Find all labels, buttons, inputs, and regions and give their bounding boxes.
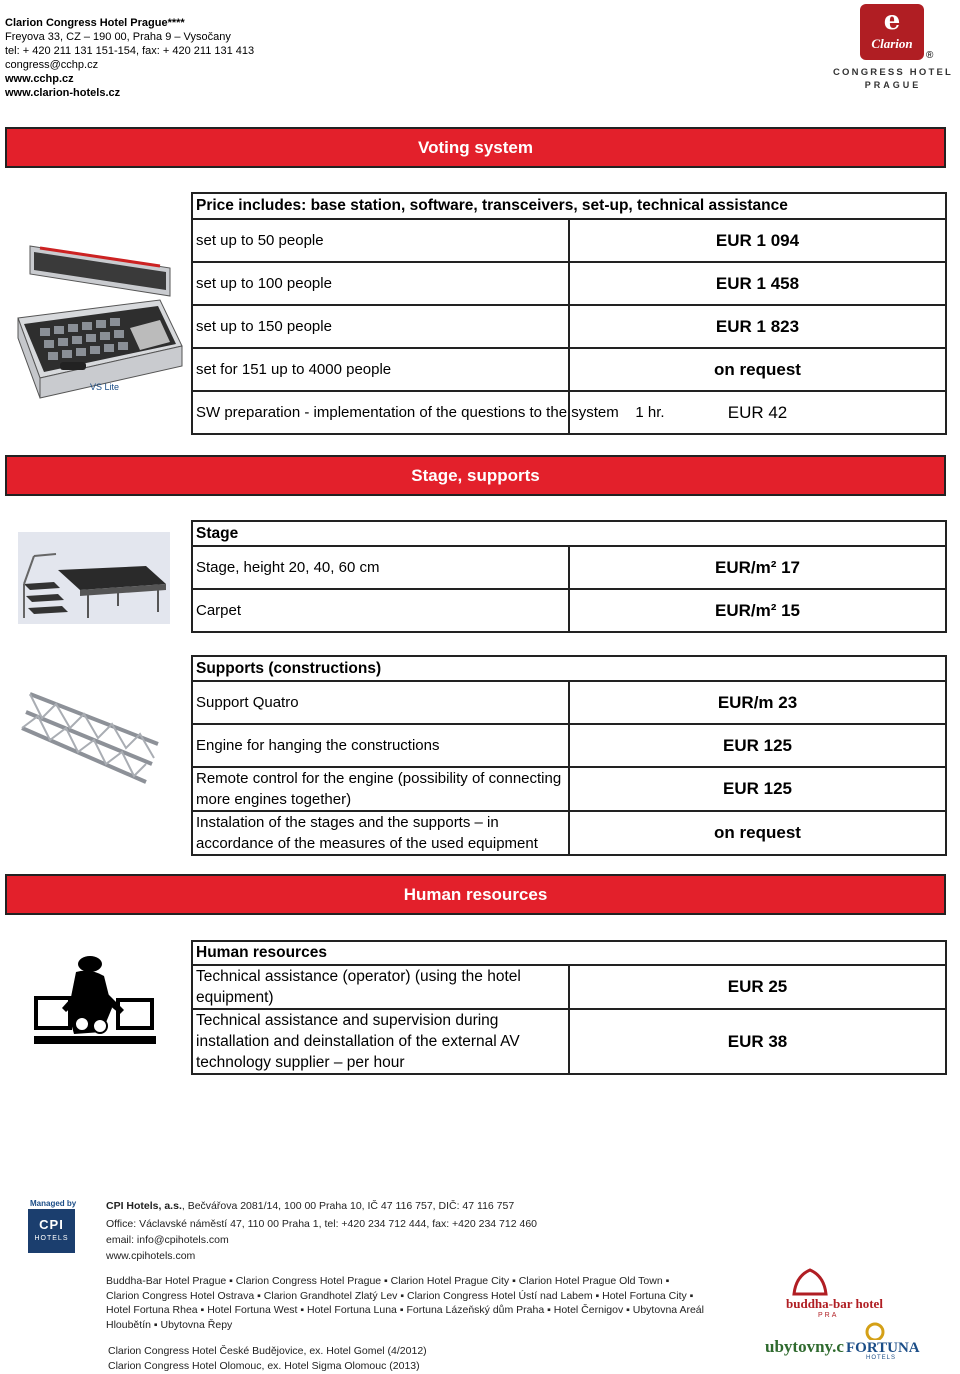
table-row-label: set for 151 up to 4000 people <box>192 348 569 391</box>
company-details: , Bečvářova 2081/14, 100 00 Praha 10, IČ 47 116 757, DIČ: 47 116 757 <box>181 1200 515 1212</box>
table-row-label: Remote control for the engine (possibility of connecting more engines together) <box>192 767 569 811</box>
section-title-voting: Voting system <box>418 137 533 157</box>
table-row-label: Instalation of the stages and the supports – in accordance of the measures of the used equipment <box>192 811 569 855</box>
section-bar-human <box>5 874 946 915</box>
stage-image <box>18 532 170 624</box>
table-row-label: set up to 150 people <box>192 305 569 348</box>
buddha-bar-logo: buddha-bar hotel <box>786 1296 883 1311</box>
section-bar-stage <box>5 455 946 496</box>
table-row-price: EUR 1 458 <box>569 262 946 305</box>
table-row-label: Support Quatro <box>192 681 569 724</box>
logo-prague: PRAGUE <box>864 80 922 90</box>
hotel-contact-block <box>5 17 254 100</box>
section-title-stage: Stage, supports <box>411 465 540 485</box>
table-row-label: Stage, height 20, 40, 60 cm <box>192 546 569 589</box>
stage-price-table <box>191 520 947 633</box>
fortuna-logo-sub: HOTELS <box>866 1355 897 1361</box>
clarion-web-link[interactable]: www.clarion-hotels.cz <box>5 86 121 99</box>
clarion-logo-text: Clarion <box>871 36 913 51</box>
table-row-label: Carpet <box>192 589 569 632</box>
ex-hotel-line2: Clarion Congress Hotel Olomouc, ex. Hotel Sigma Olomouc (2013) <box>108 1360 420 1372</box>
table-row-price: EUR 25 <box>569 965 946 1009</box>
voting-table-header: Price includes: base station, software, transceivers, set-up, technical assistance <box>192 193 946 219</box>
table-row-price: EUR/m 23 <box>569 681 946 724</box>
hotel-name: Clarion Congress Hotel Prague**** <box>5 17 185 29</box>
clarion-logo-mark: e <box>883 6 901 36</box>
table-row-price: on request <box>569 348 946 391</box>
hotel-phone: tel: + 420 211 131 151-154, fax: + 420 211 131 413 <box>5 44 255 57</box>
footer-office: Office: Václavské náměstí 47, 110 00 Praha 1, tel: +420 234 712 444, fax: +420 234 712 460 <box>106 1218 538 1230</box>
table-row-price: EUR 1 823 <box>569 305 946 348</box>
truss-support-image <box>20 688 162 788</box>
registered-mark: ® <box>926 50 934 61</box>
human-table-header: Human resources <box>192 941 946 965</box>
technician-icon <box>32 952 158 1046</box>
voting-price-table <box>191 192 947 435</box>
table-row-label: Technical assistance (operator) (using the hotel equipment) <box>192 965 569 1009</box>
table-row-label: set up to 50 people <box>192 219 569 262</box>
section-bar-voting <box>5 127 946 168</box>
svg-text:VS Lite: VS Lite <box>90 382 120 392</box>
cpi-hotels-logo <box>28 1209 75 1253</box>
table-row-price: on request <box>569 811 946 855</box>
ubytovny-logo: ubytovny.c <box>765 1337 844 1356</box>
fortuna-logo-mark <box>860 1320 890 1340</box>
table-row-price: EUR/m² 17 <box>569 546 946 589</box>
table-row-price: EUR 125 <box>569 767 946 811</box>
table-row-price: EUR 125 <box>569 724 946 767</box>
table-row-label: SW preparation - implementation of the questions to the system 1 hr. <box>192 391 569 434</box>
supports-price-table <box>191 655 947 856</box>
table-row-label: set up to 100 people <box>192 262 569 305</box>
table-row-price: EUR 38 <box>569 1009 946 1074</box>
hotel-web-link[interactable]: www.cchp.cz <box>5 72 74 85</box>
hotels-list-line1: Buddha-Bar Hotel Prague ▪ Clarion Congress Hotel Prague ▪ Clarion Hotel Prague City ▪ Clarion Hotel Prague Old Town ▪ <box>106 1275 670 1287</box>
table-row-label: Engine for hanging the constructions <box>192 724 569 767</box>
ex-hotel-line1: Clarion Congress Hotel České Budějovice, ex. Hotel Gomel (4/2012) <box>108 1345 427 1357</box>
table-row-price: EUR/m² 15 <box>569 589 946 632</box>
table-row-label: Technical assistance and supervision during installation and deinstallation of the external AV technology supplier – per hour <box>192 1009 569 1074</box>
hotels-list-line4: Hloubětín ▪ Ubytovna Řepy <box>106 1319 233 1331</box>
company-name: CPI Hotels, a.s. <box>106 1200 182 1212</box>
footer-email[interactable]: email: info@cpihotels.com <box>106 1234 229 1246</box>
table-row-price: EUR 42 <box>569 391 946 434</box>
hotel-email[interactable]: congress@cchp.cz <box>5 58 99 71</box>
footer-web[interactable]: www.cpihotels.com <box>106 1250 196 1262</box>
hotels-list-line2: Clarion Congress Hotel Ostrava ▪ Clarion Grandhotel Zlatý Lev ▪ Clarion Congress Hotel Ústí nad Labem ▪ Hotel Fortuna City ▪ <box>106 1290 694 1302</box>
buddha-bar-logo-mark <box>790 1266 830 1296</box>
cpi-logo-subtext: HOTELS <box>34 1235 69 1242</box>
footer-company-line <box>106 1199 514 1214</box>
section-title-human: Human resources <box>403 884 548 904</box>
cpi-logo-text: CPI <box>39 1217 64 1232</box>
human-resources-table <box>191 940 947 1075</box>
fortuna-logo: FORTUNA <box>846 1340 920 1356</box>
managed-by-label: Managed by <box>30 1199 77 1208</box>
supports-table-header: Supports (constructions) <box>192 656 946 681</box>
logo-congress-hotel: CONGRESS HOTEL <box>832 67 953 78</box>
hotels-list-line3: Hotel Fortuna Rhea ▪ Hotel Fortuna West ▪ Hotel Fortuna Luna ▪ Fortuna Lázeňský dům Praha ▪ Hotel Černigov ▪ Ubytovna Areál <box>106 1304 704 1316</box>
voting-case-image <box>10 238 190 410</box>
hotel-address: Freyova 33, CZ – 190 00, Praha 9 – Vysočany <box>5 30 231 43</box>
stage-table-header: Stage <box>192 521 946 546</box>
table-row-price: EUR 1 094 <box>569 219 946 262</box>
buddha-bar-logo-sub: PRA <box>818 1312 839 1319</box>
